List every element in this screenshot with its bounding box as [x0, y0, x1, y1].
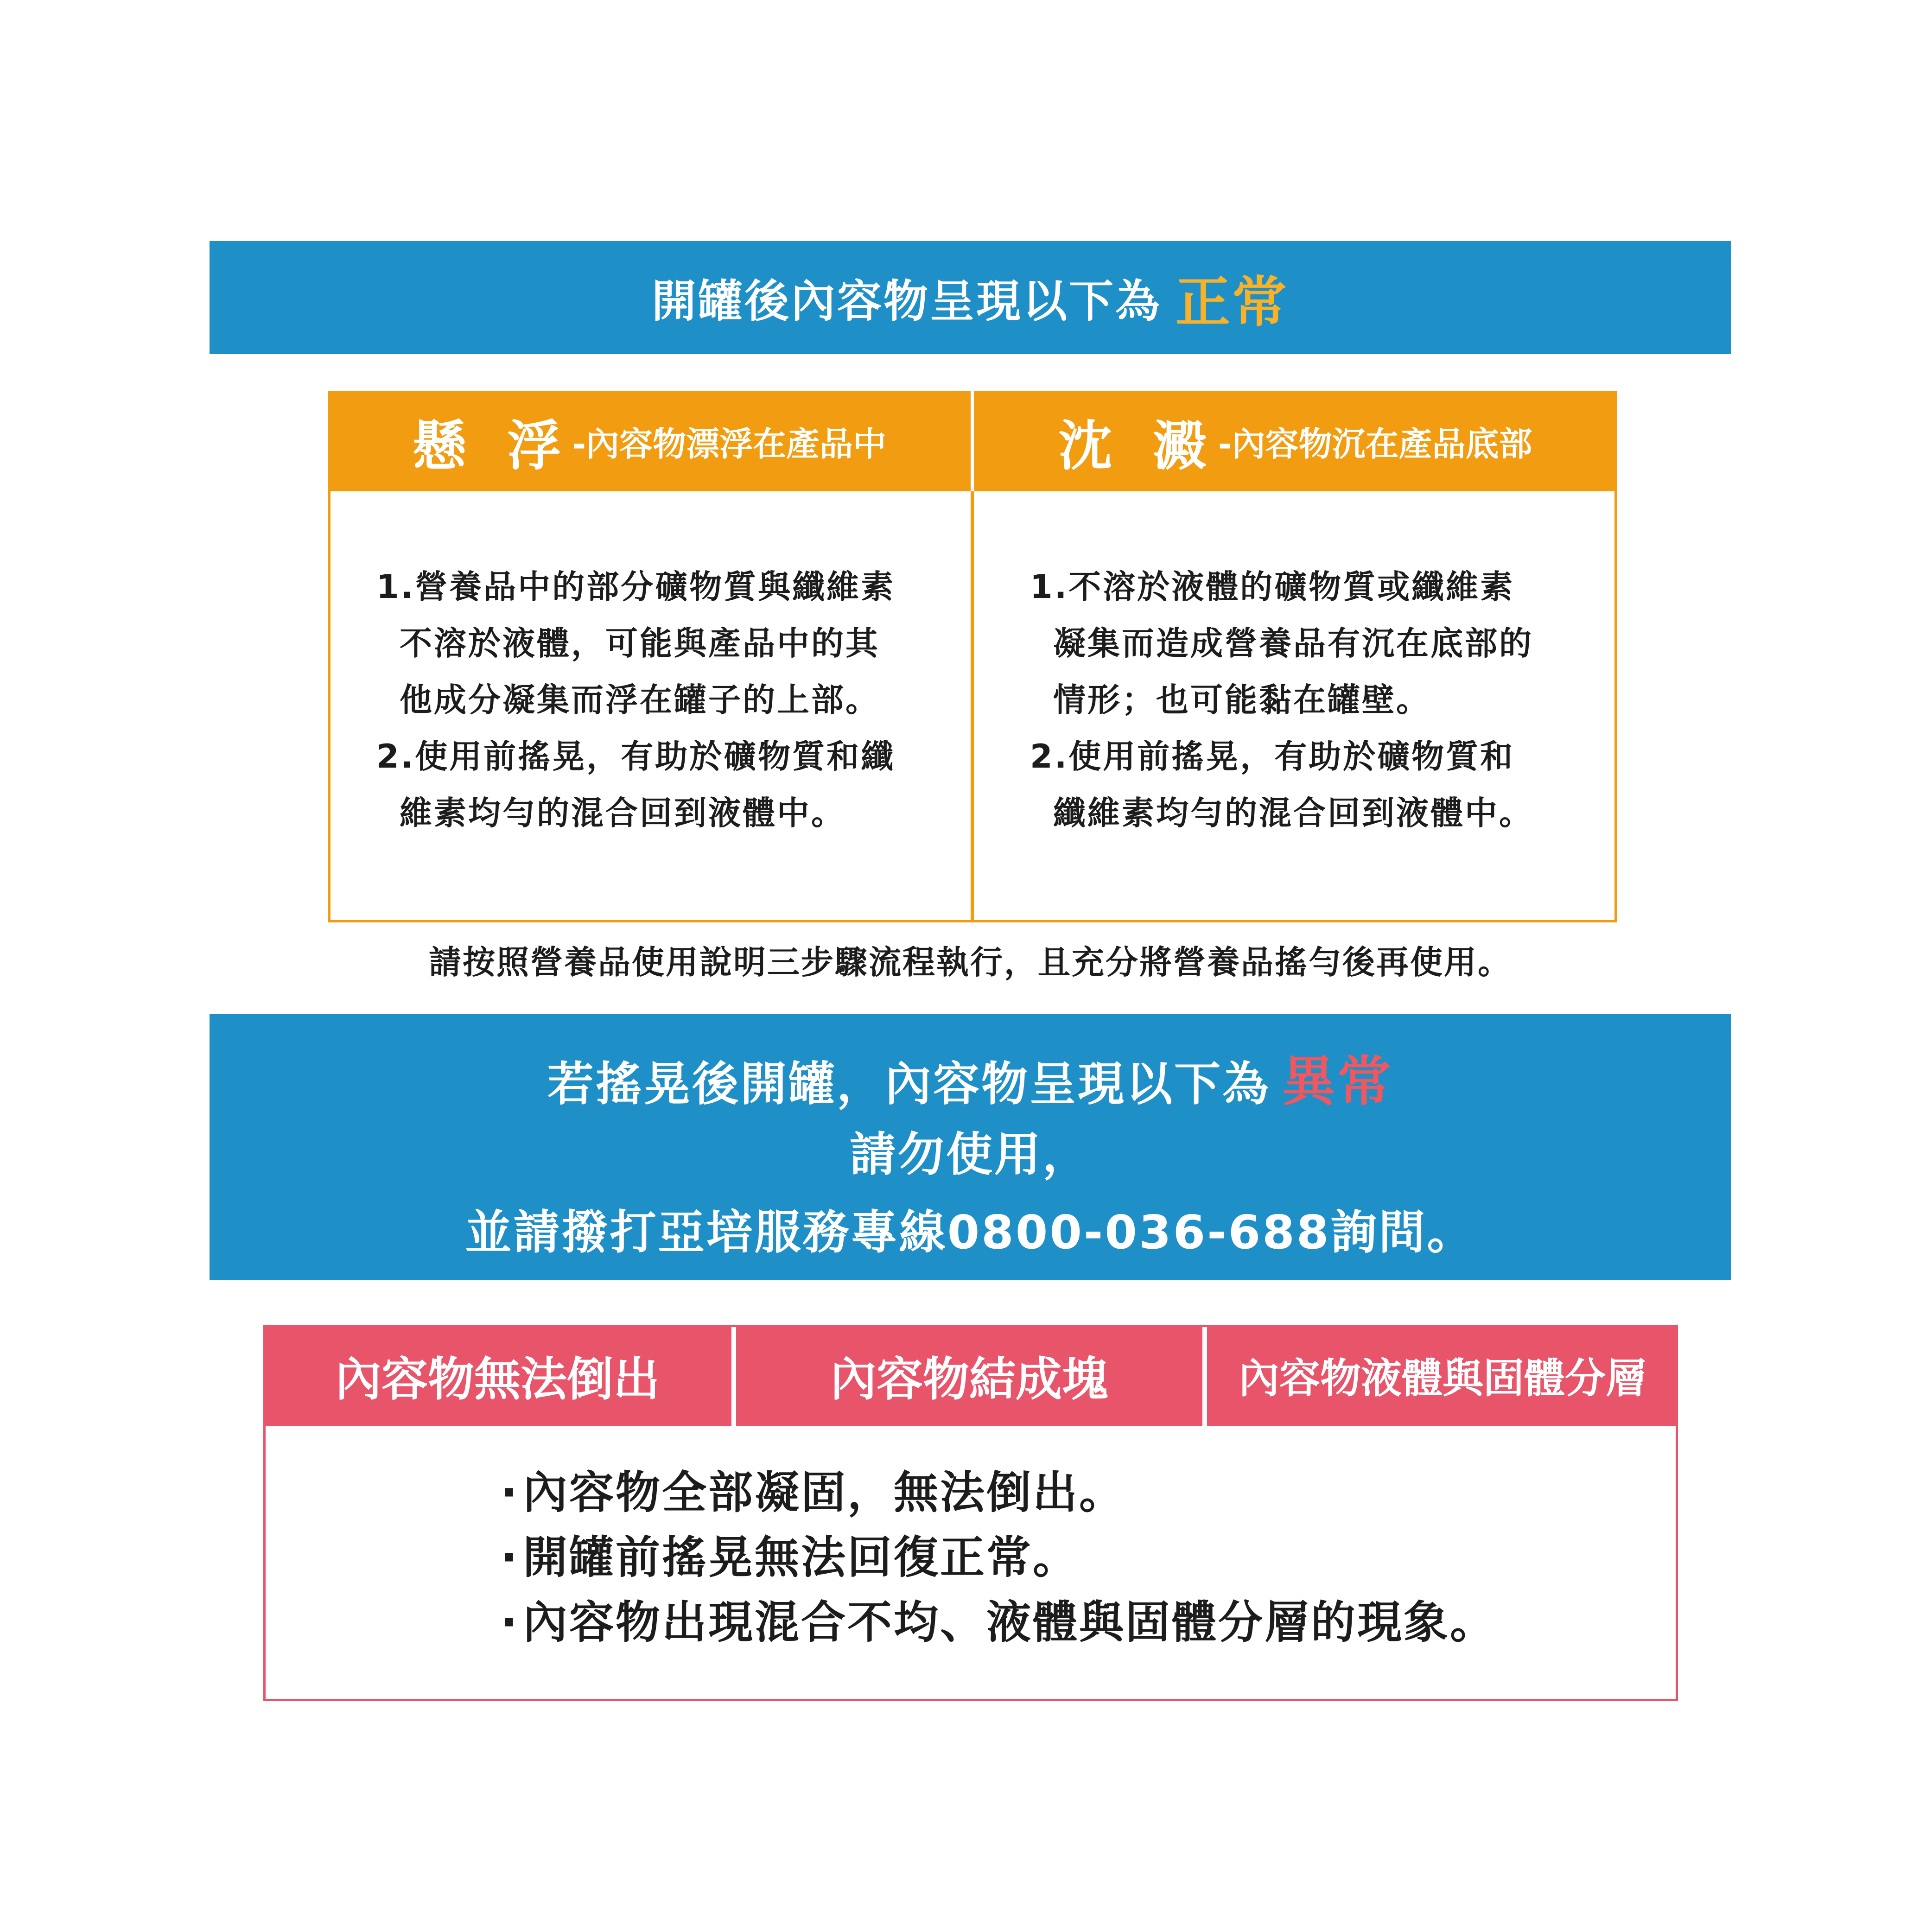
sediment-subtitle: -內容物沉在產品底部	[1218, 425, 1532, 464]
suspension-line: 1.營養品中的部分礦物質與纖維素	[376, 568, 896, 606]
abnormal-header-cannot-pour: 內容物無法倒出	[263, 1325, 731, 1426]
sediment-line: 纖維素均勻的混合回到液體中。	[1053, 794, 1533, 832]
sediment-header	[974, 404, 1617, 478]
normal-highlight: 正常	[1175, 270, 1289, 334]
suspension-title: 懸 浮	[412, 414, 572, 477]
suspension-description	[376, 559, 895, 841]
abnormal-banner	[210, 1014, 1731, 1280]
bullet: ·	[501, 1596, 520, 1648]
abnormal-highlight: 異常	[1282, 1050, 1393, 1113]
abnormal-banner-line2: 請勿使用，	[850, 1127, 1091, 1182]
list-item-text: 內容物出現混合不均、液體與固體分層的現象。	[523, 1596, 1496, 1648]
sediment-line: 凝集而造成營養品有沉在底部的	[1053, 624, 1533, 662]
suspension-header	[328, 404, 971, 478]
list-item-text: 開罐前搖晃無法回復正常。	[523, 1532, 1079, 1583]
usage-note: 請按照營養品使用說明三步驟流程執行，且充分將營養品搖勻後再使用。	[429, 943, 1512, 981]
suspension-line: 他成分凝集而浮在罐子的上部。	[400, 681, 880, 719]
sediment-description	[1030, 559, 1533, 841]
list-item	[501, 1525, 1496, 1590]
abnormal-banner-text: 若搖晃後開罐，內容物呈現以下為	[547, 1057, 1271, 1111]
bullet: ·	[501, 1467, 520, 1519]
abnormal-banner-line1	[210, 1038, 1731, 1116]
abnormal-header-clumps: 內容物結成塊	[736, 1325, 1202, 1426]
abnormal-header-separation: 內容物液體與固體分層	[1207, 1325, 1678, 1426]
sediment-line: 2.使用前搖晃，有助於礦物質和	[1030, 737, 1515, 775]
list-item-text: 內容物全部凝固，無法倒出。	[523, 1467, 1125, 1519]
suspension-line: 不溶於液體，可能與產品中的其	[400, 624, 880, 662]
sediment-title: 沈 澱	[1058, 414, 1218, 477]
normal-table-header-divider	[971, 391, 974, 491]
abnormal-list	[501, 1460, 1496, 1655]
normal-banner-text: 開罐後內容物呈現以下為	[651, 275, 1162, 327]
list-item	[501, 1590, 1496, 1655]
abnormal-banner-line3: 並請撥打亞培服務專線0800-036-688詢問。	[465, 1205, 1475, 1259]
bullet: ·	[501, 1532, 520, 1583]
sediment-line: 情形；也可能黏在罐壁。	[1053, 681, 1430, 719]
sediment-line: 1.不溶於液體的礦物質或纖維素	[1030, 568, 1515, 606]
suspension-line: 2.使用前搖晃，有助於礦物質和纖	[376, 737, 896, 775]
suspension-subtitle: -內容物漂浮在產品中	[572, 425, 887, 464]
suspension-line: 維素均勻的混合回到液體中。	[400, 794, 845, 832]
normal-banner	[210, 241, 1731, 354]
list-item	[501, 1460, 1496, 1525]
